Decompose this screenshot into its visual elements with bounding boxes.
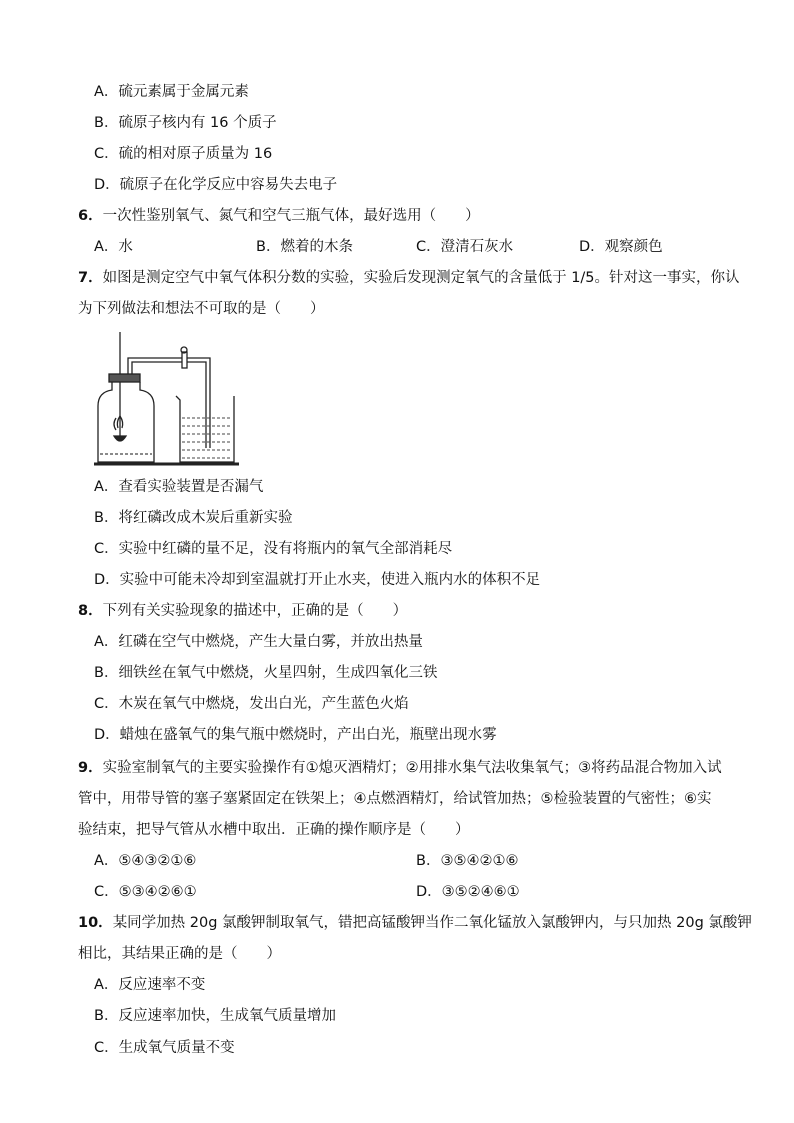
q9-stem-line-2: 管中，用带导管的塞子塞紧固定在铁架上；④点燃酒精灯，给试管加热；⑤检验装置的气密性；⑥实 xyxy=(78,791,712,807)
ignition-spoon xyxy=(114,436,126,441)
q8-number: 8． xyxy=(78,603,103,619)
q9-stem-1: 实验室制氧气的主要实验操作有①熄灭酒精灯；②用排水集气法收集氧气；③将药品混合物加入试 xyxy=(102,760,722,776)
q9-stem-line-1 xyxy=(78,758,722,778)
q6-option-b: B．燃着的木条 xyxy=(256,239,353,255)
q10-stem-1: 某同学加热 20g 氯酸钾制取氧气，错把高锰酸钾当作二氧化锰放入氯酸钾内，与只加热 20g 氯酸钾 xyxy=(112,915,752,931)
q9-option-a: A．⑤④③②①⑥ xyxy=(94,853,197,869)
q7-stem-line-2: 为下列做法和想法不可取的是（ ） xyxy=(78,301,325,317)
q10-option-a: A．反应速率不变 xyxy=(94,977,206,993)
q6-number: 6． xyxy=(78,208,103,224)
q10-stem-line-2: 相比，其结果正确的是（ ） xyxy=(78,946,281,962)
q7-option-d: D．实验中可能未冷却到室温就打开止水夹，使进入瓶内水的体积不足 xyxy=(94,572,541,588)
q10-option-c: C．生成氧气质量不变 xyxy=(94,1040,235,1056)
q8-option-a: A．红磷在空气中燃烧，产生大量白雾，并放出热量 xyxy=(94,634,423,650)
q9-stem-line-3: 验结束，把导气管从水槽中取出．正确的操作顺序是（ ） xyxy=(78,822,470,838)
q7-option-b: B．将红磷改成木炭后重新实验 xyxy=(94,510,293,526)
q8-stem-line xyxy=(78,601,407,621)
q6-stem-line xyxy=(78,206,480,226)
q9-number: 9． xyxy=(78,760,103,776)
oxygen-measurement-apparatus-figure xyxy=(94,330,244,470)
q6-stem: 一次性鉴别氧气、氮气和空气三瓶气体，最好选用（ ） xyxy=(102,208,480,224)
q8-option-c: C．木炭在氧气中燃烧，发出白光，产生蓝色火焰 xyxy=(94,696,409,712)
beaker xyxy=(176,396,234,462)
q7-stem-line-1 xyxy=(78,268,740,288)
q7-option-a: A．查看实验装置是否漏气 xyxy=(94,479,264,495)
q9-option-b: B．③⑤④②①⑥ xyxy=(416,853,519,869)
q10-option-b: B．反应速率加快，生成氧气质量增加 xyxy=(94,1008,336,1024)
q6-option-a: A．水 xyxy=(94,239,133,255)
q6-option-d: D．观察颜色 xyxy=(579,239,663,255)
q5-option-c: C．硫的相对原子质量为 16 xyxy=(94,146,273,162)
q6-option-c: C．澄清石灰水 xyxy=(416,239,514,255)
rubber-stopper xyxy=(109,374,140,382)
water-stop-clamp xyxy=(182,352,187,368)
q9-option-d: D．③⑤②④⑥① xyxy=(416,884,520,900)
delivery-tube-inner xyxy=(132,362,206,448)
q8-stem: 下列有关实验现象的描述中，正确的是（ ） xyxy=(102,603,408,619)
beaker-water xyxy=(182,418,232,458)
q7-option-c: C．实验中红磷的量不足，没有将瓶内的氧气全部消耗尽 xyxy=(94,541,453,557)
q10-stem-line-1 xyxy=(78,913,752,933)
q5-option-d: D．硫原子在化学反应中容易失去电子 xyxy=(94,177,338,193)
q5-option-b: B．硫原子核内有 16 个质子 xyxy=(94,115,277,131)
q10-number: 10． xyxy=(78,915,113,931)
q8-option-d: D．蜡烛在盛氧气的集气瓶中燃烧时，产出白光，瓶壁出现水雾 xyxy=(94,727,497,743)
q8-option-b: B．细铁丝在氧气中燃烧，火星四射，生成四氧化三铁 xyxy=(94,665,438,681)
q5-option-a: A．硫元素属于金属元素 xyxy=(94,84,249,100)
gas-jar xyxy=(98,382,154,462)
smoke-line xyxy=(114,418,116,430)
q7-number: 7． xyxy=(78,270,103,286)
q9-option-c: C．⑤③④②⑥① xyxy=(94,884,197,900)
q7-stem-1: 如图是测定空气中氧气体积分数的实验，实验后发现测定氧气的含量低于 1/5。针对这一事实，你认 xyxy=(102,270,740,286)
